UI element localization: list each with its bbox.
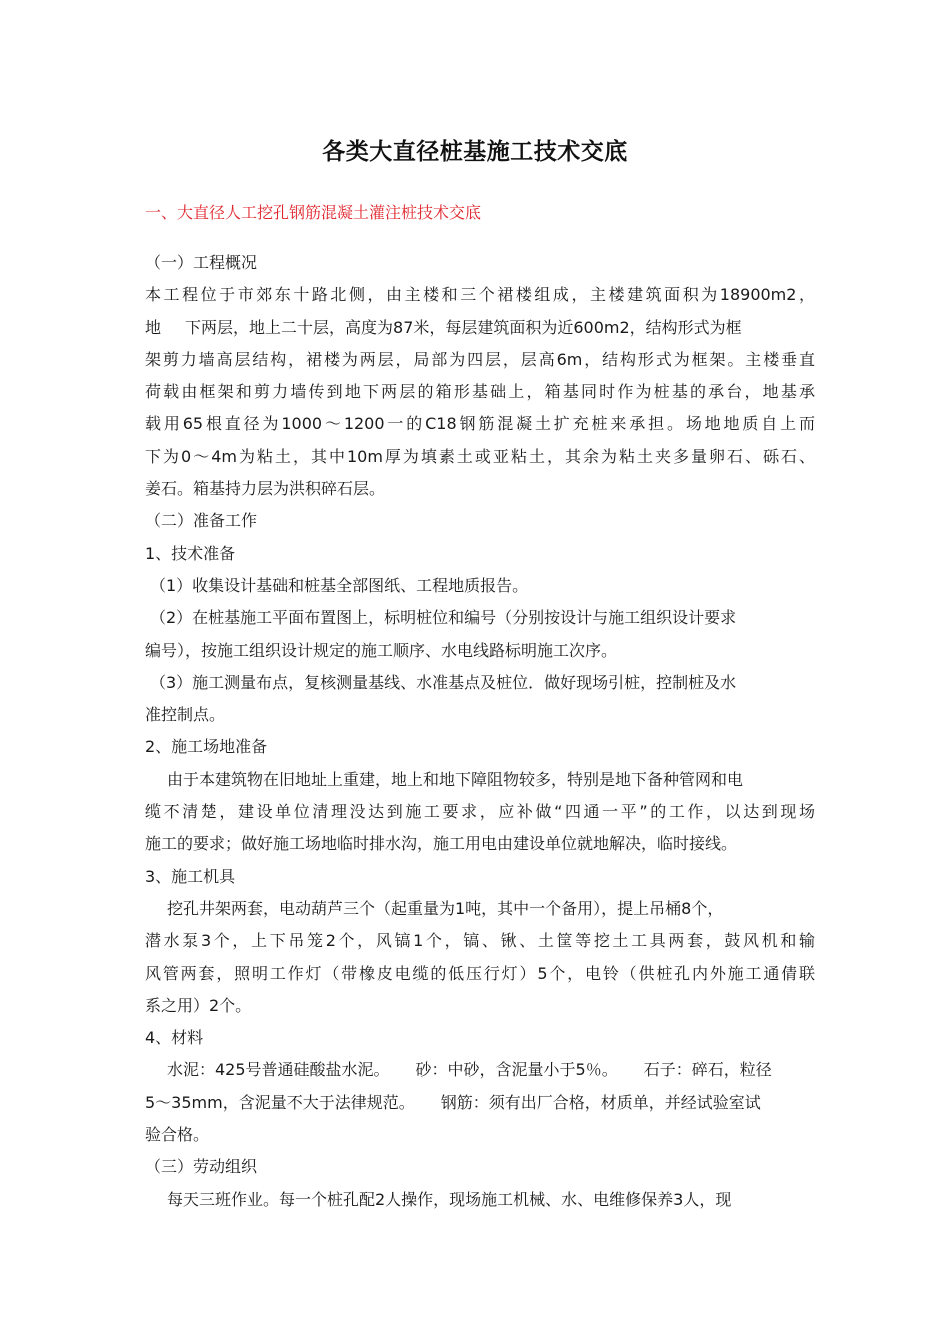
materials-stone-a: 石子：碎石，粒径 — [643, 1060, 772, 1080]
machines-line-4: 系之用）2个。 — [145, 995, 252, 1015]
tech-prep-item-1: （1）收集设计基础和桩基全部图纸、工程地质报告。 — [150, 575, 529, 595]
overview-line-7: 姜石。箱基持力层为洪积碎石层。 — [145, 479, 386, 499]
machines-line-1: 挖孔井架两套，电动葫芦三个（起重量为1吨，其中一个备用），提上吊桶8个， — [167, 898, 724, 918]
tech-prep-item-2-line-1: （2）在桩基施工平面布置图上，标明桩位和编号（分别按设计与施工组织设计要求 — [150, 608, 737, 628]
tech-prep-heading: 1、技术准备 — [145, 543, 236, 563]
overview-line-2-rest: 下两层，地上二十层，高度为87米，每层建筑面积为近600m2，结构形式为框 — [185, 317, 742, 337]
materials-line-1 — [145, 1054, 815, 1086]
labor-line-1: 每天三班作业。每一个桩孔配2人操作，现场施工机械、水、电维修保养3人，现 — [167, 1189, 732, 1209]
document-body — [145, 247, 815, 1216]
machines-line-2: 潜水泵3个，上下吊笼2个，风镐1个，镐、锹、土筐等挖土工具两套，鼓风机和输 — [145, 931, 815, 951]
site-prep-line-1: 由于本建筑物在旧地址上重建，地上和地下障阻物较多，特别是地下备种管网和电 — [167, 769, 744, 789]
site-prep-line-2: 缆不清楚，建设单位清理没达到施工要求，应补做“四通一平”的工作，以达到现场 — [145, 802, 815, 822]
site-prep-heading: 2、施工场地准备 — [145, 737, 268, 757]
site-prep-line-3: 施工的要求；做好施工场地临时排水沟，施工用电由建设单位就地解决，临时接线。 — [145, 834, 738, 854]
materials-stone-b: 5～35mm，含泥量不大于法律规范。 — [145, 1092, 415, 1112]
tech-prep-item-2-line-2: 编号），按施工组织设计规定的施工顺序、水电线路标明施工次序。 — [145, 640, 618, 660]
overview-line-1: 本工程位于市郊东十路北侧，由主楼和三个裙楼组成，主楼建筑面积为18900m2， — [145, 285, 815, 305]
overview-line-2 — [145, 312, 815, 344]
overview-line-6: 下为0～4m为粘土，其中10m厚为填素土或亚粘土，其余为粘土夹多量卵石、砾石、 — [145, 446, 815, 466]
section-heading-1: 一、大直径人工挖孔钢筋混凝土灌注桩技术交底 — [145, 203, 482, 222]
materials-steel-a: 钢筋：须有出厂合格，材质单，并经试验室试 — [440, 1092, 761, 1112]
machines-line-3: 风管两套，照明工作灯（带橡皮电缆的低压行灯）5个，电铃（供桩孔内外施工通倩联 — [145, 963, 815, 983]
subsection-heading-overview: （一）工程概况 — [145, 253, 258, 272]
materials-heading: 4、材料 — [145, 1028, 204, 1048]
overview-line-2-prefix: 地 — [145, 317, 162, 337]
subsection-heading-labor: （三）劳动组织 — [145, 1157, 258, 1177]
materials-line-2 — [145, 1087, 815, 1119]
overview-line-5: 载用65根直径为1000～1200一的C18钢筋混凝土扩充桩来承担。场地地质自上而 — [145, 414, 815, 434]
tech-prep-item-3-line-1: （3）施工测量布点，复核测量基线、水准基点及桩位．做好现场引桩，控制桩及水 — [150, 672, 737, 692]
tech-prep-item-3-line-2: 准控制点。 — [145, 705, 226, 725]
materials-sand: 砂：中砂，含泥量小于5％。 — [415, 1060, 618, 1080]
overview-line-4: 荷载由框架和剪力墙传到地下两层的箱形基础上，箱基同时作为桩基的承台，地基承 — [145, 382, 815, 402]
subsection-heading-preparation: （二）准备工作 — [145, 511, 258, 531]
document-title: 各类大直径桩基施工技术交底 — [322, 139, 628, 165]
overview-line-3: 架剪力墙高层结构，裙楼为两层，局部为四层，层高6m，结构形式为框架。主楼垂直 — [145, 349, 815, 369]
machines-heading: 3、施工机具 — [145, 866, 236, 886]
materials-line-3: 验合格。 — [145, 1125, 210, 1145]
materials-cement: 水泥：425号普通硅酸盐水泥。 — [167, 1060, 390, 1080]
